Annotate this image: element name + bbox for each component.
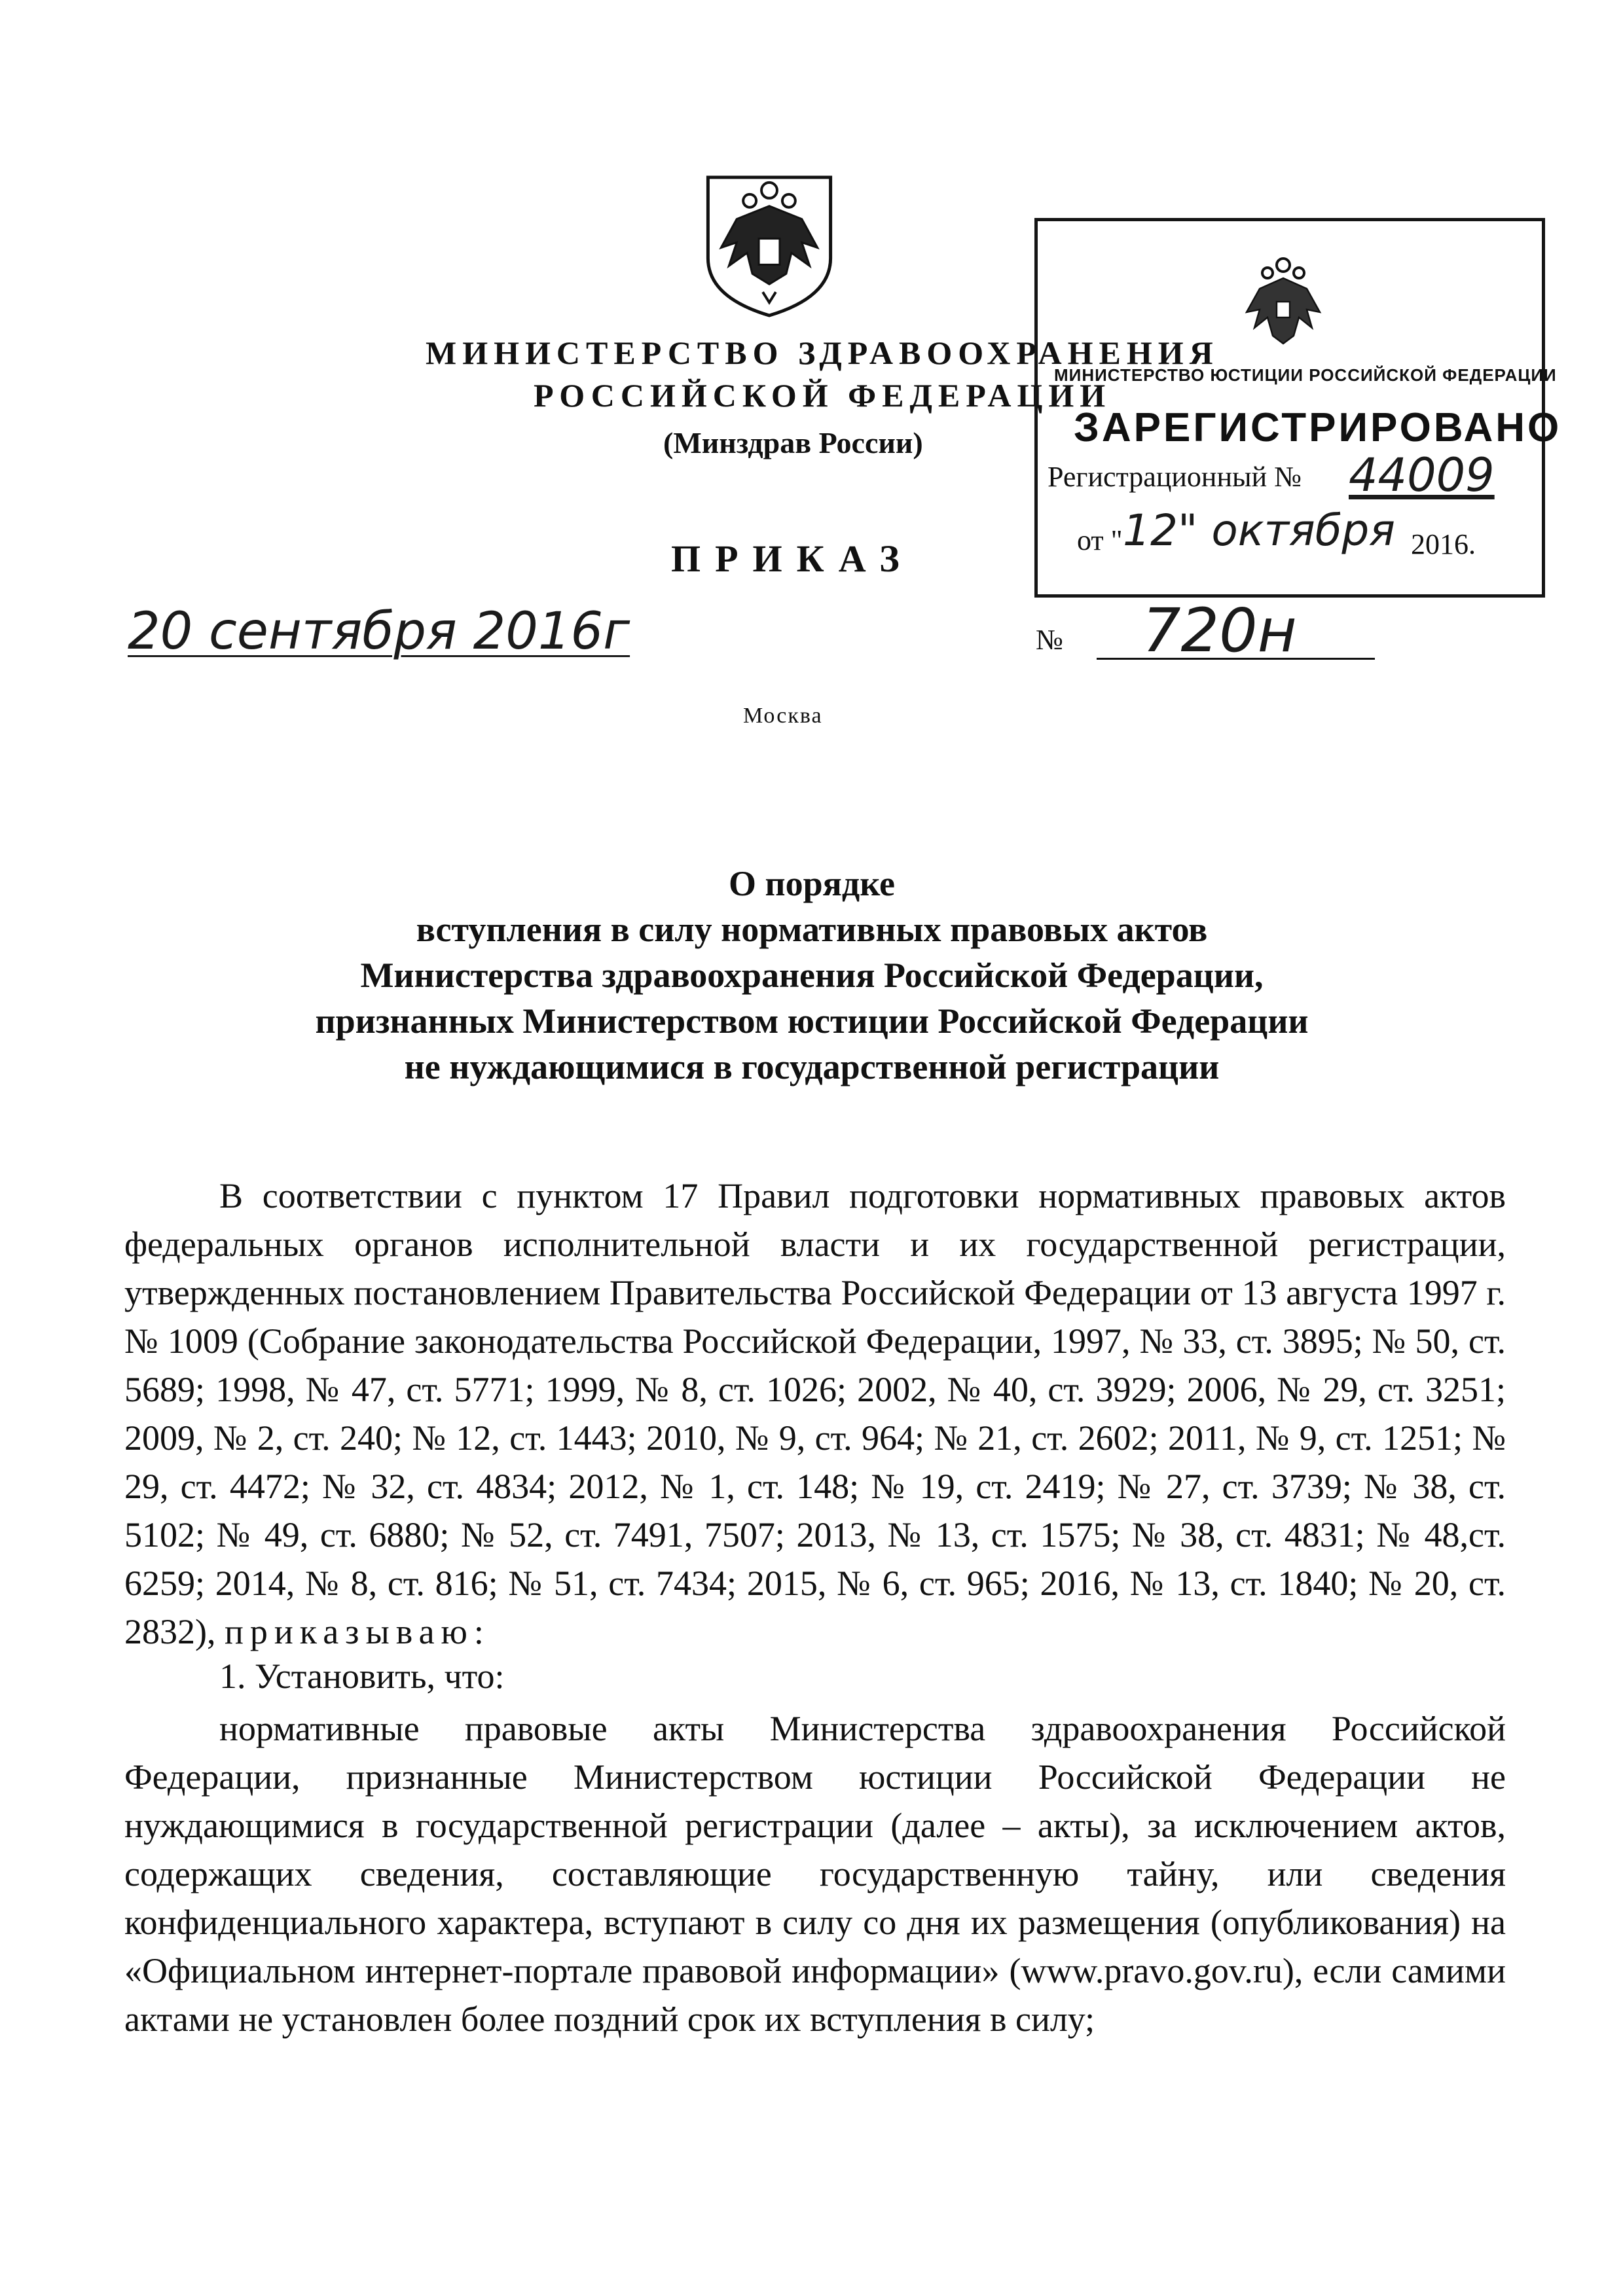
heading-line: не нуждающимися в государственной регистрации [404,1047,1220,1086]
preamble-text: В соответствии с пунктом 17 Правил подготовки нормативных правовых актов федеральных органов исполнительной власти и их государственной регистрации, утвержденных постановлением Правительства Российской Федерации от 13 августа 1997 г. № 1009 (Собрание законодательства Российской Федерации, 1997, № 33, ст. 3895; № 50, ст. 5689; 1998, № 47, ст. 5771; 1999, № 8, ст. 1026; 2002, № 40, ст. 3929; 2006, № 29, ст. 3251; 2009, № 2, ст. 240; № 12, ст. 1443; 2010, № 9, ст. 964; № 21, ст. 2602; 2011, № 9, ст. 1251; № 29, ст. 4472; № 32, ст. 4834; 2012, № 1, ст. 148; № 19, ст. 2419; № 27, ст. 3739; № 38, ст. 5102; № 49, ст. 6880; № 52, ст. 7491, 7507; 2013, № 13, ст. 1575; № 38, ст. 4831; № 48,ст. 6259; 2014, № 8, ст. 816; № 51, ст. 7434; 2015, № 6, ст. 965; 2016, № 13, ст. 1840; № 20, ст. 2832), [124,1176,1506,1651]
preamble-paragraph [124,1172,1506,1656]
coat-of-arms-emblem [684,167,854,321]
order-word: приказываю: [224,1612,490,1651]
order-subject-heading [131,861,1493,1090]
stamp-registered-text: ЗАРЕГИСТРИРОВАНО [1074,405,1562,450]
item-1-heading: 1. Установить, что: [219,1657,505,1696]
city-name: Москва [743,704,823,728]
order-date-handwritten: 20 сентября 2016г [128,602,630,661]
heading-line: вступления в силу нормативных правовых актов [416,910,1208,949]
stamp-registration-label: Регистрационный № [1048,461,1302,493]
heading-line: признанных Министерством юстиции Российской Федерации [315,1001,1309,1041]
stamp-eagle-icon [1231,252,1336,357]
heading-line: О порядке [729,864,895,903]
order-number-sign: № [1036,624,1063,656]
order-number-handwritten: 720н [1142,596,1297,666]
stamp-year: 2016. [1411,528,1476,560]
item-1-paragraph: нормативные правовые акты Министерства здравоохранения Российской Федерации, признанные Министерством юстиции Российской Федерации не нуждающимися в государственной регистрации (далее – акты), за исключением актов, содержащих сведения, составляющие государственную тайну, или сведения конфиденциального характера, вступают в силу со дня их размещения (опубликования) на «Официальном интернет-портале правовой информации» (www.pravo.gov.ru), если самими актами не установлен более поздний срок их вступления в силу; [124,1709,1506,2039]
stamp-date-handwritten: 12" октября [1123,505,1396,556]
document-type-title: ПРИКАЗ [671,537,914,580]
ministry-short-name: (Минздрав России) [663,426,923,459]
heading-line: Министерства здравоохранения Российской Федерации, [360,956,1264,995]
stamp-registration-number: 44009 [1349,448,1495,502]
stamp-date-label: от " [1077,524,1123,556]
ministry-name-line2: РОССИЙСКОЙ ФЕДЕРАЦИИ [534,377,1112,414]
stamp-ministry-text: МИНИСТЕРСТВО ЮСТИЦИИ РОССИЙСКОЙ ФЕДЕРАЦИИ [1054,365,1557,385]
ministry-name-line1: МИНИСТЕРСТВО ЗДРАВООХРАНЕНИЯ [426,334,1219,371]
